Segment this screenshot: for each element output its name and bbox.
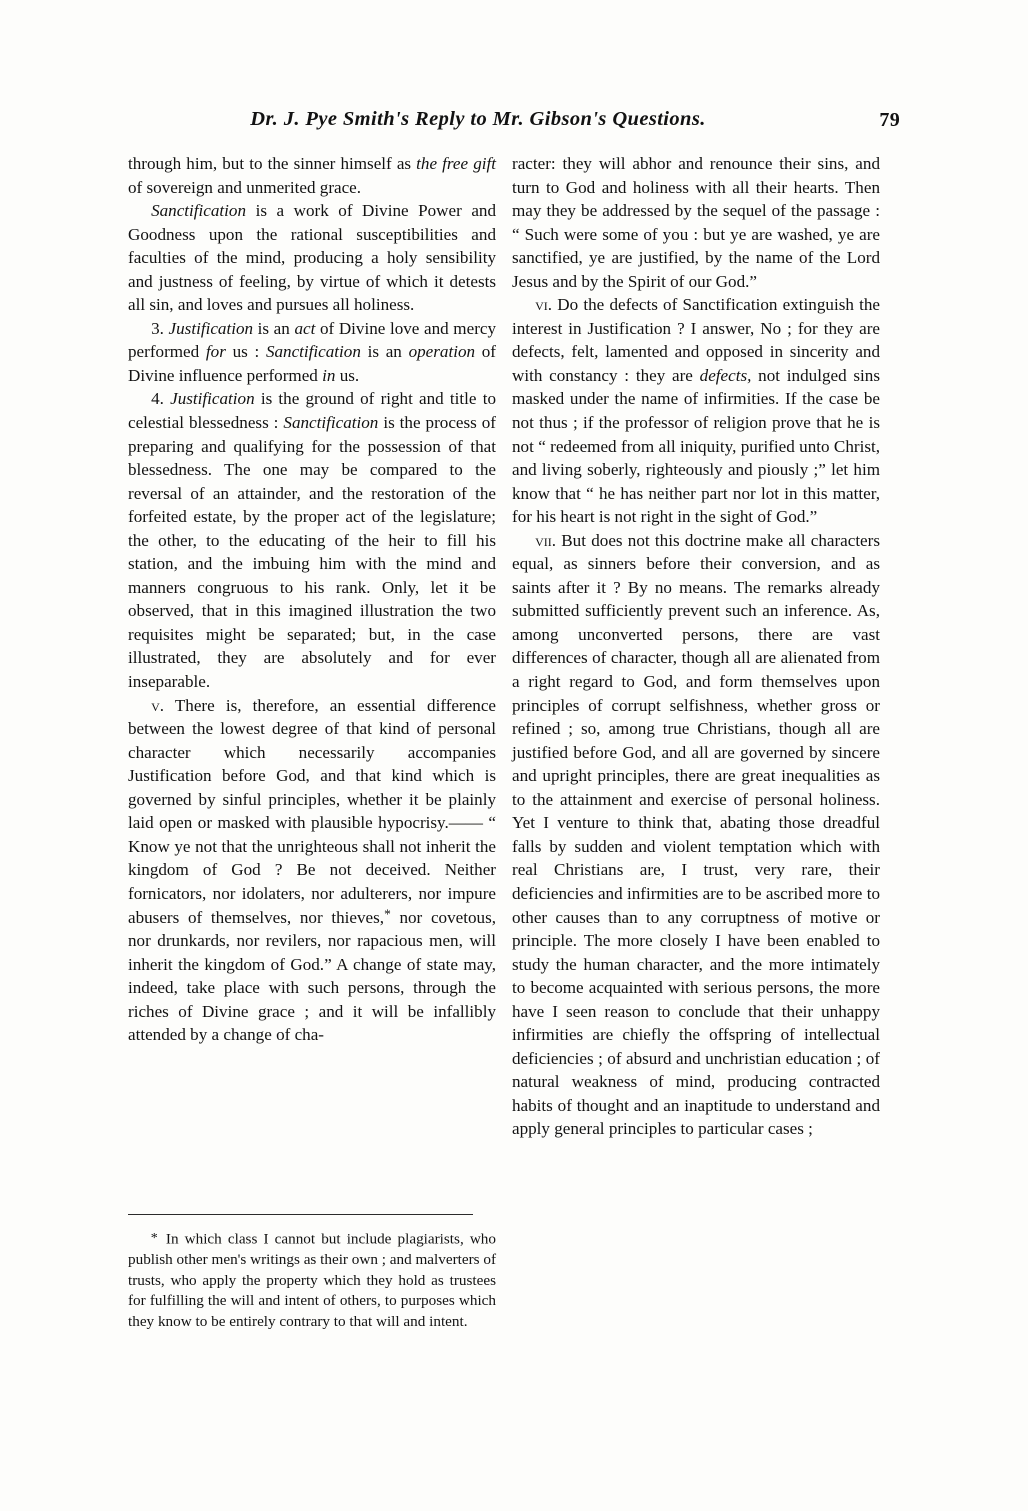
footnote-body: In which class I cannot but include plagiarists, who publish other men's writings as their own ; and malverters of trusts, who apply the property which they hold as trustees for fulfilling the will and intent of others, to purposes which they know to be entirely contrary to that will and intent. (128, 1230, 497, 1331)
body-text-run: is an (360, 342, 409, 362)
section-numeral: vi. (535, 295, 553, 315)
body-text-run: racter: they will abhor and renounce their sins, and turn to God and holiness with all their hearts. Then may they be addressed by the sequel of the passage : “ Such were some of you : but ye are washed, ye are sanctified, ye are justified, by the name of the Lord Jesus and by the Spirit of our God.” (512, 154, 880, 291)
emphasised-term: operation (408, 342, 476, 362)
body-text-run: 4. (151, 389, 171, 409)
paragraph (128, 152, 496, 199)
body-text-run: There is, therefore, an essential difference between the lowest degree of that kind of personal character which necessarily accompanies Justification before God, and that kind which is governed by sinful principles, whether it be plainly laid open or masked with plausible hypocrisy.—— “ Know ye not that the unrighteous shall not inherit the kingdom of God ? Be not deceived. Neither fornicators, nor idolaters, nor adulterers, nor impure abusers of themselves, nor thieves, (128, 695, 496, 927)
emphasised-term: the free gift (416, 154, 496, 173)
running-head (128, 108, 900, 142)
body-text-run: is the ground of right and title to celestial blessedness : (128, 389, 497, 433)
body-text-run: is the process of preparing and qualifying for the possession of that blessedness. The one may be compared to the reversal of an attainder, and the restoration of the forfeited estate, by the proper act of the legislature; the other, to the educating of the heir to fill his station, and the imbuing him with the mind and manners congruous to his rank. Only, let it be observed, that in this imagined illustration the two requisites might be separated; but, in the case illustrated, they are absolutely and for ever inseparable. (128, 413, 497, 692)
body-text-run: not indulged sins masked under the name of infirmities. If the case be not thus ; if the professor of religion prove that he is not “ redeemed from all iniquity, purified unto Christ, and living soberly, righteously and piously ;” let him know that “ he has neither part nor lot in this matter, for his heart is not right in the sight of God.” (512, 365, 880, 527)
body-text-run: nor covetous, nor drunkards, nor revilers, nor rapacious men, will inherit the kingdom of God.” A change of state may, indeed, take place with such persons, through the riches of Divine grace ; and it will be infallibly attended by a change of cha- (128, 907, 496, 1045)
paragraph (128, 199, 496, 317)
body-text-run: 3. (151, 318, 169, 338)
body-text-run: is an (253, 318, 295, 338)
emphasised-term: in (322, 365, 336, 385)
paragraph (512, 293, 880, 528)
emphasised-term: defects, (699, 365, 752, 385)
footnote-rule (128, 1214, 473, 1215)
body-text-run: of sovereign and unmerited grace. (128, 177, 362, 197)
text-column-left (128, 152, 496, 1047)
section-numeral: vii. (535, 530, 557, 550)
footnote-marker: * (150, 1231, 158, 1246)
body-text-run: But does not this doctrine make all characters equal, as sinners before their conversion, and as saints after it ? By no means. The remarks already submitted sufficiently prevent such an inference. As, among unconverted persons, there are vast differences of character, though all are alienated from a right regard to God, and form themselves upon principles of corrupt selfishness, whether gross or refined ; so, among true Christians, though all are justified before God, and all are governed by sincere and upright principles, there are great inequalities as to the attainment and exercise of personal holiness. Yet I venture to think that, abating those dreadful falls by sudden and violent temptation which with real Christians are, I trust, very rare, their deficiencies and infirmities are to be ascribed more to other causes than to any corruptness of motive or principle. The more closely I have been enabled to study the human character, and the more intimately to become acquainted with serious persons, the more have I seen reason to conclude that their unhappy infirmities are chiefly the offspring of intellectual deficiencies ; of absurd and unchristian education ; of natural weakness of mind, producing contracted habits of thought and an inaptitude to understand and apply general principles to particular cases ; (512, 530, 880, 1139)
paragraph (512, 152, 880, 293)
footnote-reference-mark[interactable]: * (384, 905, 391, 921)
footnote-text (128, 1229, 496, 1333)
paragraph (128, 694, 496, 1047)
footnote-block (128, 1214, 496, 1333)
body-text-run: us. (335, 365, 360, 385)
page-number: 79 (879, 109, 900, 131)
emphasised-term: Sanctification (151, 201, 247, 221)
paragraph (512, 529, 880, 1141)
section-numeral: v. (151, 695, 165, 715)
text-column-right (512, 152, 880, 1141)
body-text-run: of Divine influence performed (128, 342, 496, 385)
emphasised-term: Justification (170, 389, 255, 409)
emphasised-term: Justification (168, 318, 254, 338)
running-head-title: Dr. J. Pye Smith's Reply to Mr. Gibson's Questions. (250, 108, 706, 130)
emphasised-term: Sanctification (265, 342, 361, 362)
body-text-run: is a work of Divine Power and Goodness upon the rational susceptibilities and faculties of the mind, producing a holy sensibility and justness of feeling, by virtue of which it detests all sin, and loves and pursues all holiness. (128, 201, 496, 315)
emphasised-term: act (294, 318, 316, 338)
paragraph (128, 317, 496, 388)
paragraph (128, 387, 496, 693)
emphasised-term: Sanctification (283, 413, 379, 433)
body-text-run: of Divine love and mercy performed (128, 318, 497, 362)
body-text-run: through him, but to the sinner himself as (128, 154, 417, 173)
emphasised-term: for (205, 342, 226, 362)
body-text-run: us : (225, 342, 266, 362)
body-text-run: Do the defects of Sanctification extinguish the interest in Justification ? I answer, No ; for they are defects, felt, lamented and opposed in sincerity and with constancy : they are (512, 295, 880, 385)
